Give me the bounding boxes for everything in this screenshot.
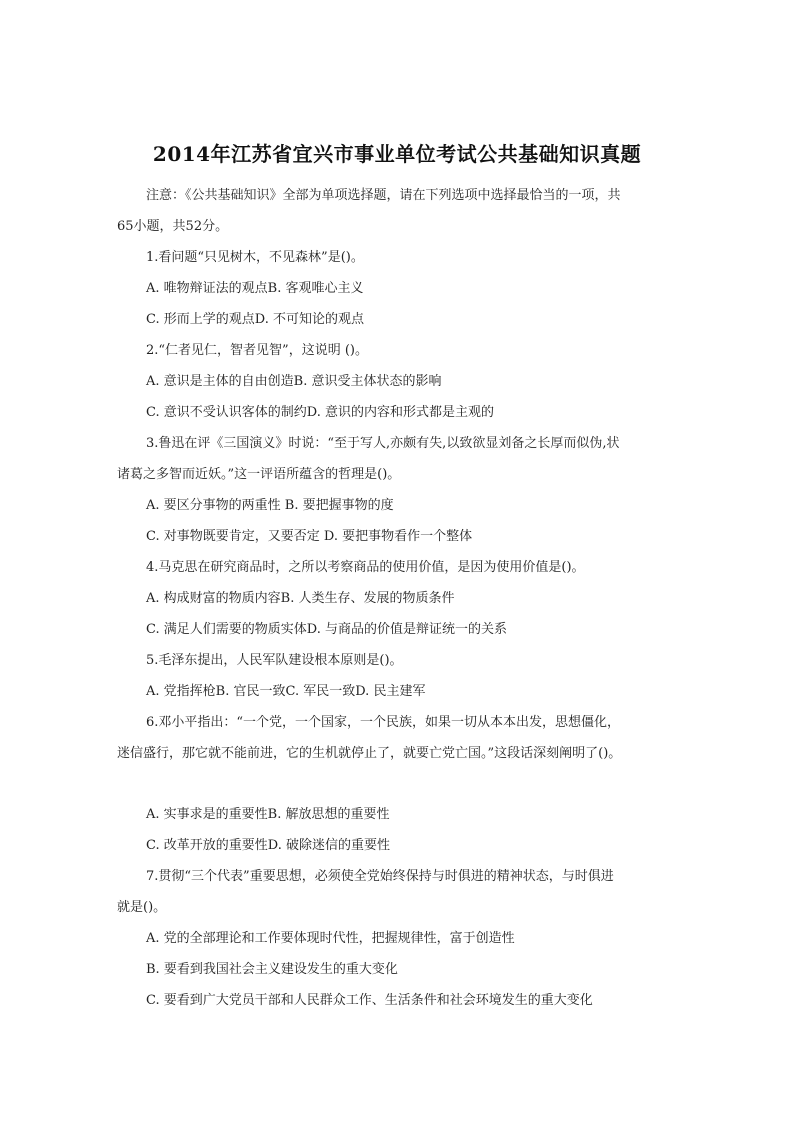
document-body xyxy=(117,180,683,1016)
question-option: C. 要看到广大党员干部和人民群众工作、生活条件和社会环境发生的重大变化 xyxy=(146,993,593,1008)
question-option: A. 实事求是的重要性B. 解放思想的重要性 xyxy=(146,807,390,822)
page-title: 2014年江苏省宜兴市事业单位考试公共基础知识真题 xyxy=(152,142,642,166)
question-option: A. 要区分事物的两重性 B. 要把握事物的度 xyxy=(146,498,394,513)
question-option: C. 形而上学的观点D. 不可知论的观点 xyxy=(146,312,364,327)
blank-line xyxy=(117,769,683,799)
question-stem-continued: 诸葛之多智而近妖。”这一评语所蕴含的哲理是()。 xyxy=(117,467,401,482)
question-option: C. 意识不受认识客体的制约D. 意识的内容和形式都是主观的 xyxy=(146,405,494,420)
intro-line: 注意：《公共基础知识》全部为单项选择题，请在下列选项中选择最恰当的一项，共 xyxy=(146,188,621,203)
question-stem: 4.马克思在研究商品时，之所以考察商品的使用价值，是因为使用价值是()。 xyxy=(146,560,585,575)
question-option: A. 意识是主体的自由创造B. 意识受主体状态的影响 xyxy=(146,374,442,389)
question-stem-continued: 迷信盛行，那它就不能前进，它的生机就停止了，就要亡党亡国。”这段话深刻阐明了()。 xyxy=(117,746,622,761)
question-option: A. 唯物辩证法的观点B. 客观唯心主义 xyxy=(146,281,364,296)
question-option: C. 对事物既要肯定，又要否定 D. 要把事物看作一个整体 xyxy=(146,529,473,544)
question-stem: 2.“仁者见仁，智者见智”，这说明 ()。 xyxy=(146,343,368,358)
question-option: A. 构成财富的物质内容B. 人类生存、发展的物质条件 xyxy=(146,591,455,606)
question-option: A. 党指挥枪B. 官民一致C. 军民一致D. 民主建军 xyxy=(146,684,426,699)
question-option: B. 要看到我国社会主义建设发生的重大变化 xyxy=(146,962,398,977)
question-option: C. 改革开放的重要性D. 破除迷信的重要性 xyxy=(146,838,390,853)
question-stem: 6.邓小平指出：“一个党，一个国家，一个民族，如果一切从本本出发，思想僵化， xyxy=(146,715,621,730)
question-stem: 1.看问题“只见树木，不见森林”是()。 xyxy=(146,250,364,265)
question-stem: 3.鲁迅在评《三国演义》时说：“至于写人,亦颇有失,以致欲显刘备之长厚而似伪,状 xyxy=(146,436,620,451)
intro-line: 65小题，共52分。 xyxy=(117,219,229,234)
question-option: A. 党的全部理论和工作要体现时代性，把握规律性，富于创造性 xyxy=(146,931,515,946)
question-option: C. 满足人们需要的物质实体D. 与商品的价值是辩证统一的关系 xyxy=(146,622,507,637)
question-stem: 5.毛泽东提出，人民军队建设根本原则是()。 xyxy=(146,653,403,668)
question-stem-continued: 就是()。 xyxy=(117,900,167,915)
question-stem: 7.贯彻“三个代表”重要思想，必须使全党始终保持与时俱进的精神状态，与时俱进 xyxy=(146,869,614,884)
